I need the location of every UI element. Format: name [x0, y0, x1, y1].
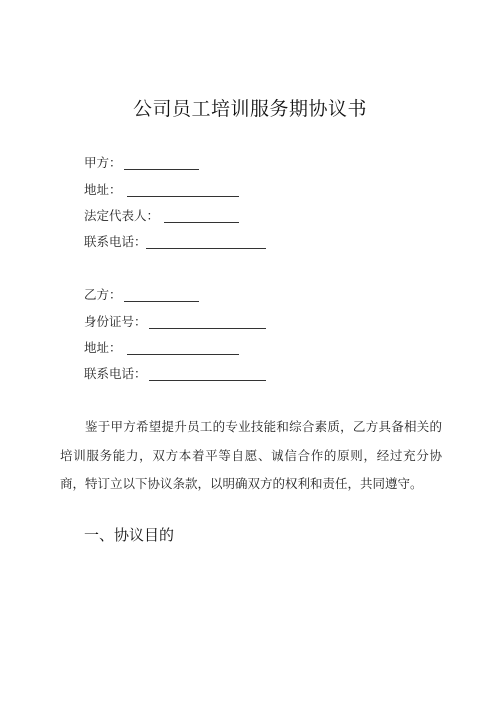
party-b-address-field: [84, 340, 122, 358]
party-b-address-label: 地址：: [84, 340, 122, 355]
party-a-address-blank-line: [127, 196, 239, 197]
party-b-id-label: 身份证号：: [84, 314, 147, 329]
party-a-field: [84, 155, 122, 173]
party-a-label: 甲方：: [84, 155, 122, 170]
party-a-phone-field: [84, 234, 147, 252]
party-b-phone-label: 联系电话：: [84, 366, 147, 381]
section-heading: 一、协议目的: [84, 526, 175, 544]
party-b-address-blank-line: [127, 354, 239, 355]
party-b-id-field: [84, 314, 147, 332]
party-a-representative-label: 法定代表人：: [84, 208, 160, 223]
document-title: 公司员工培训服务期协议书: [132, 98, 367, 120]
preamble-paragraph: 鉴于甲方希望提升员工的专业技能和综合素质，乙方具备相关的培训服务能力，双方本着平等自愿、诚信合作的原则，经过充分协商，特订立以下协议条款，以明确双方的权利和责任，共同遵守。: [60, 419, 442, 491]
party-b-phone-blank-line: [149, 380, 266, 381]
party-a-phone-blank-line: [146, 248, 266, 249]
party-b-field: [84, 287, 122, 305]
party-b-phone-field: [84, 366, 147, 384]
party-a-phone-label: 联系电话：: [84, 234, 147, 249]
party-a-blank-line: [124, 169, 199, 170]
party-a-address-field: [84, 182, 122, 200]
party-a-address-label: 地址：: [84, 182, 122, 197]
party-b-blank-line: [124, 301, 199, 302]
party-b-label: 乙方：: [84, 287, 122, 302]
party-a-representative-field: [84, 208, 159, 226]
party-b-id-blank-line: [149, 328, 266, 329]
party-a-representative-blank-line: [164, 222, 239, 223]
